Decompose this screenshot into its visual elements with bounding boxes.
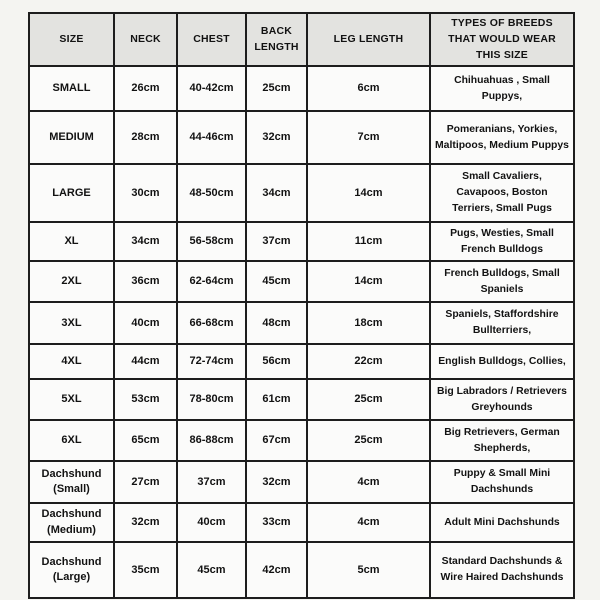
cell-size: Dachshund (Small)	[29, 461, 114, 503]
cell-back-length: 45cm	[246, 261, 307, 302]
cell-neck: 32cm	[114, 503, 177, 542]
cell-breeds: Big Labradors / Retrievers Greyhounds	[430, 379, 574, 420]
cell-leg-length: 11cm	[307, 222, 430, 261]
cell-neck: 30cm	[114, 164, 177, 222]
table-row-2xl	[29, 261, 574, 302]
cell-leg-length: 4cm	[307, 461, 430, 503]
cell-neck: 44cm	[114, 344, 177, 379]
cell-size: 4XL	[29, 344, 114, 379]
cell-breeds: Adult Mini Dachshunds	[430, 503, 574, 542]
cell-back-length: 32cm	[246, 461, 307, 503]
cell-size: MEDIUM	[29, 111, 114, 164]
cell-back-length: 33cm	[246, 503, 307, 542]
cell-neck: 26cm	[114, 66, 177, 111]
cell-breeds: Small Cavaliers, Cavapoos, Boston Terriers, Small Pugs	[430, 164, 574, 222]
cell-neck: 34cm	[114, 222, 177, 261]
cell-leg-length: 14cm	[307, 164, 430, 222]
cell-leg-length: 5cm	[307, 542, 430, 598]
cell-leg-length: 6cm	[307, 66, 430, 111]
cell-chest: 78-80cm	[177, 379, 246, 420]
cell-size: 5XL	[29, 379, 114, 420]
cell-back-length: 61cm	[246, 379, 307, 420]
header-row	[29, 13, 574, 66]
cell-back-length: 48cm	[246, 302, 307, 344]
cell-back-length: 25cm	[246, 66, 307, 111]
size-chart-table	[28, 12, 575, 599]
cell-breeds: Big Retrievers, German Shepherds,	[430, 420, 574, 461]
cell-back-length: 37cm	[246, 222, 307, 261]
cell-back-length: 32cm	[246, 111, 307, 164]
cell-neck: 40cm	[114, 302, 177, 344]
cell-size: Dachshund (Medium)	[29, 503, 114, 542]
cell-chest: 44-46cm	[177, 111, 246, 164]
cell-breeds: Spaniels, Staffordshire Bullterriers,	[430, 302, 574, 344]
cell-size: SMALL	[29, 66, 114, 111]
cell-size: 2XL	[29, 261, 114, 302]
cell-breeds: English Bulldogs, Collies,	[430, 344, 574, 379]
cell-leg-length: 25cm	[307, 420, 430, 461]
cell-size: LARGE	[29, 164, 114, 222]
cell-chest: 56-58cm	[177, 222, 246, 261]
cell-breeds: Puppy & Small Mini Dachshunds	[430, 461, 574, 503]
cell-chest: 40cm	[177, 503, 246, 542]
cell-breeds: Pomeranians, Yorkies, Maltipoos, Medium Puppys	[430, 111, 574, 164]
table-row-small	[29, 66, 574, 111]
column-header-leg-length: LEG LENGTH	[307, 13, 430, 66]
cell-chest: 37cm	[177, 461, 246, 503]
column-header-back-length: BACK LENGTH	[246, 13, 307, 66]
cell-breeds: French Bulldogs, Small Spaniels	[430, 261, 574, 302]
table-row-dachshund-medium	[29, 503, 574, 542]
cell-neck: 35cm	[114, 542, 177, 598]
column-header-breeds: TYPES OF BREEDS THAT WOULD WEAR THIS SIZE	[430, 13, 574, 66]
cell-size: XL	[29, 222, 114, 261]
column-header-chest: CHEST	[177, 13, 246, 66]
cell-breeds: Chihuahuas , Small Puppys,	[430, 66, 574, 111]
cell-chest: 86-88cm	[177, 420, 246, 461]
cell-size: Dachshund (Large)	[29, 542, 114, 598]
table-row-medium	[29, 111, 574, 164]
cell-neck: 28cm	[114, 111, 177, 164]
column-header-neck: NECK	[114, 13, 177, 66]
cell-leg-length: 7cm	[307, 111, 430, 164]
table-row-4xl	[29, 344, 574, 379]
cell-size: 6XL	[29, 420, 114, 461]
cell-breeds: Standard Dachshunds & Wire Haired Dachshunds	[430, 542, 574, 598]
table-row-3xl	[29, 302, 574, 344]
table-row-6xl	[29, 420, 574, 461]
cell-neck: 27cm	[114, 461, 177, 503]
cell-size: 3XL	[29, 302, 114, 344]
cell-breeds: Pugs, Westies, Small French Bulldogs	[430, 222, 574, 261]
cell-leg-length: 4cm	[307, 503, 430, 542]
cell-neck: 65cm	[114, 420, 177, 461]
table-row-dachshund-large	[29, 542, 574, 598]
cell-neck: 53cm	[114, 379, 177, 420]
cell-leg-length: 25cm	[307, 379, 430, 420]
cell-chest: 40-42cm	[177, 66, 246, 111]
cell-chest: 66-68cm	[177, 302, 246, 344]
cell-leg-length: 14cm	[307, 261, 430, 302]
cell-back-length: 56cm	[246, 344, 307, 379]
column-header-size: SIZE	[29, 13, 114, 66]
cell-back-length: 67cm	[246, 420, 307, 461]
cell-back-length: 34cm	[246, 164, 307, 222]
cell-leg-length: 18cm	[307, 302, 430, 344]
cell-neck: 36cm	[114, 261, 177, 302]
cell-leg-length: 22cm	[307, 344, 430, 379]
cell-back-length: 42cm	[246, 542, 307, 598]
cell-chest: 48-50cm	[177, 164, 246, 222]
table-row-5xl	[29, 379, 574, 420]
table-row-dachshund-small	[29, 461, 574, 503]
table-row-large	[29, 164, 574, 222]
cell-chest: 62-64cm	[177, 261, 246, 302]
cell-chest: 72-74cm	[177, 344, 246, 379]
table-row-xl	[29, 222, 574, 261]
cell-chest: 45cm	[177, 542, 246, 598]
